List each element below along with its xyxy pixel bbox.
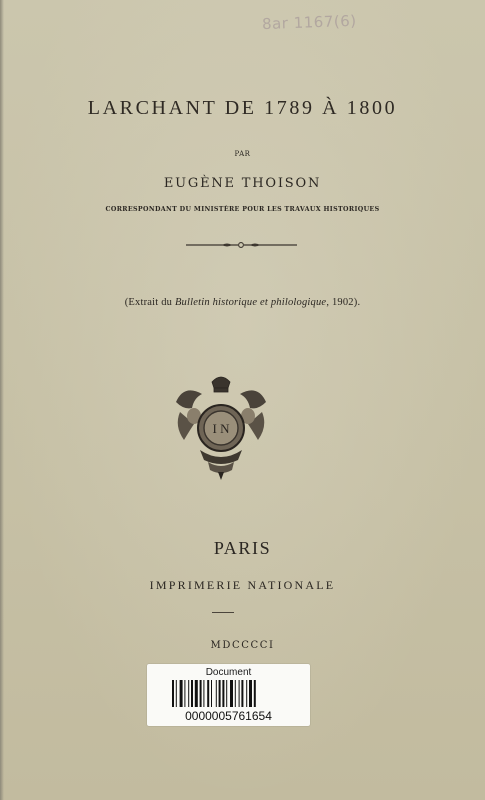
divider-ornament: [0, 240, 485, 250]
short-rule: [212, 612, 234, 613]
extract-note: [0, 297, 485, 308]
author-role: CORRESPONDANT DU MINISTÈRE POUR LES TRAVAUX HISTORIQUES: [105, 206, 380, 213]
printer-name: IMPRIMERIE NATIONALE: [149, 578, 336, 592]
barcode-header: Document: [205, 667, 252, 678]
by-label: PAR: [234, 150, 251, 158]
author-name: EUGÈNE THOISON: [163, 176, 322, 191]
page-edge: [0, 0, 4, 800]
publication-city: PARIS: [213, 538, 272, 558]
emblem-monogram: I N: [212, 421, 230, 436]
barcode-sticker: [147, 664, 310, 726]
printer-emblem-icon: [170, 372, 272, 482]
extract-open: (Extrait du: [124, 297, 175, 308]
extract-year: , 1902).: [326, 297, 361, 308]
publication-year: MDCCCCI: [210, 640, 275, 651]
handwritten-shelfmark: 8ar 1167(6): [261, 11, 357, 34]
journal-name: Bulletin historique et philologique: [174, 297, 327, 308]
barcode-number: 0000005761654: [185, 709, 272, 723]
barcode-bars: [172, 680, 285, 707]
book-title: LARCHANT DE 1789 À 1800: [87, 97, 398, 119]
